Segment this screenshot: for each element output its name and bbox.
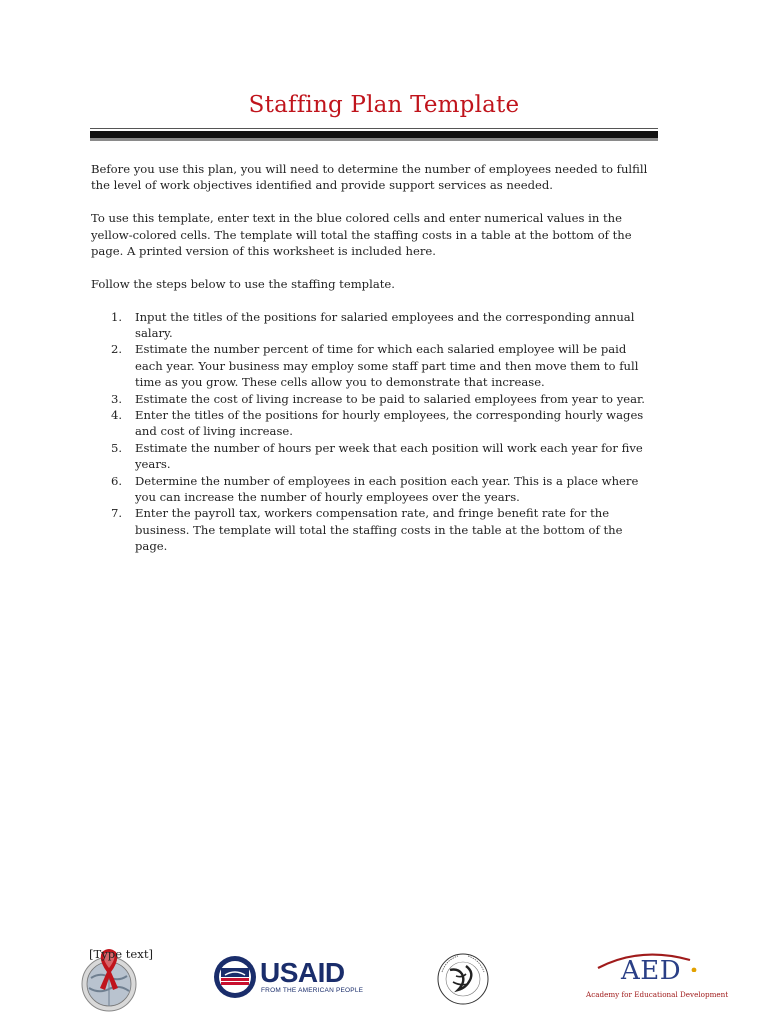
list-item	[91, 505, 657, 554]
list-item	[91, 341, 657, 390]
list-item	[91, 407, 657, 440]
steps-list	[91, 309, 657, 555]
step-text: Estimate the cost of living increase to be paid to salaried employees from year to year.	[135, 391, 645, 406]
type-text-placeholder: [Type text]	[89, 947, 154, 961]
usaid-wordmark: USAID	[260, 957, 345, 988]
step-text: Input the titles of the positions for salaried employees and the corresponding annual salary.	[135, 309, 635, 341]
step-text: Enter the payroll tax, workers compensation rate, and fringe benefit rate for the business. The template will total the staffing costs in the table at the bottom of the page.	[135, 506, 623, 554]
list-item	[91, 391, 657, 407]
step-text: Enter the titles of the positions for hourly employees, the corresponding hourly wages and cost of living increase.	[135, 408, 644, 439]
list-item	[91, 440, 657, 473]
step-text: Estimate the number percent of time for which each salaried employee will be paid each year. Your business may employ some staff part time and then move them to full time as you grow. These cells allow you to demonstrate that increase.	[135, 342, 639, 390]
step-number: 3.	[111, 391, 123, 406]
title-rule	[90, 131, 658, 138]
usaid-tagline: FROM THE AMERICAN PEOPLE	[261, 987, 364, 994]
step-number: 4.	[111, 408, 123, 423]
step-number: 2.	[111, 342, 123, 357]
instructions-paragraph: To use this template, enter text in the blue colored cells and enter numerical values in the yellow-colored cells. The template will total the staffing costs in a table at the bottom of the page. A printed version of this worksheet is included here.	[91, 211, 632, 259]
page-title: Staffing Plan Template	[248, 92, 520, 118]
document-body	[91, 161, 657, 555]
aed-wordmark: AED	[621, 956, 682, 986]
list-item	[91, 309, 657, 342]
hhs-eagle-seal-icon	[436, 952, 490, 1006]
list-item	[91, 473, 657, 506]
title-rule-shadow	[90, 138, 658, 141]
intro-paragraph: Before you use this plan, you will need to determine the number of employees needed to fulfill the level of work objectives identified and provide support services as needed.	[91, 162, 648, 193]
step-number: 6.	[111, 473, 123, 488]
step-number: 7.	[111, 506, 123, 521]
step-text: Estimate the number of hours per week that each position will work each year for five years.	[135, 440, 643, 472]
aed-tagline: Academy for Educational Development	[586, 990, 729, 999]
step-number: 5.	[111, 440, 123, 455]
step-text: Determine the number of employees in each position each year. This is a place where you can increase the number of hourly employees over the years.	[135, 473, 639, 505]
step-number: 1.	[111, 309, 123, 324]
title-rule-thin	[90, 128, 658, 129]
usaid-handshake-seal-icon	[213, 955, 257, 999]
steps-intro-paragraph: Follow the steps below to use the staffing template.	[91, 276, 395, 291]
